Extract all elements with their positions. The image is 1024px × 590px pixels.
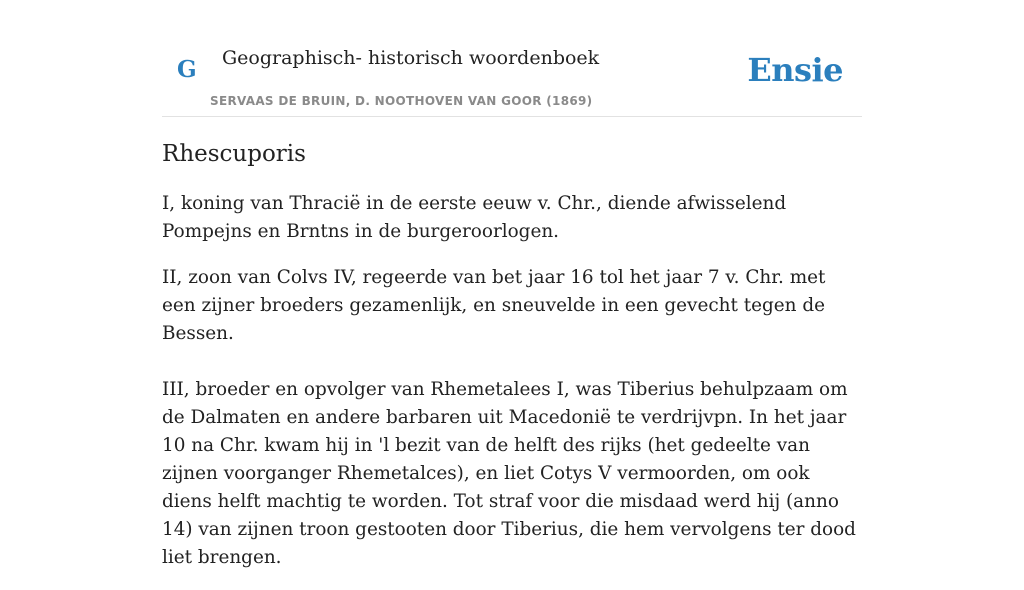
book-title-link[interactable]: Geographisch- historisch woordenboek: [222, 47, 600, 69]
entry-paragraph: III, broeder en opvolger van Rhemetalees I, was Tiberius behulpzaam om de Dalmaten en andere barbaren uit Macedonië te verdrijvpn. In het jaar 10 na Chr. kwam hij in 'l bezit van de helft des rijks (het gedeelte van zijnen voorganger Rhemetalces), en liet Cotys V vermoorden, om ook diens helft machtig te worden. Tot straf voor die misdaad werd hij (anno 14) van zijnen troon gestooten door Tiberius, die hem vervolgens ter dood liet brengen.: [162, 379, 856, 568]
entry-paragraph: I, koning van Thracië in de eerste eeuw v. Chr., diende afwisselend Pompejns en Brntns in de burgeroorlogen.: [162, 193, 787, 242]
entry-content: [162, 138, 862, 590]
book-letter-icon[interactable]: G: [177, 56, 197, 83]
book-authors: SERVAAS DE BRUIN, D. NOOTHOVEN VAN GOOR (1869): [210, 94, 593, 108]
entry-title: Rhescuporis: [162, 141, 306, 167]
ensie-logo-link[interactable]: Ensie: [747, 51, 843, 89]
entry-paragraph: II, zoon van Colvs IV, regeerde van bet jaar 16 tol het jaar 7 v. Chr. met een zijner broeders gezamenlijk, en sneuvelde in een gevecht tegen de Bessen.: [162, 267, 826, 344]
book-header: [162, 0, 862, 117]
